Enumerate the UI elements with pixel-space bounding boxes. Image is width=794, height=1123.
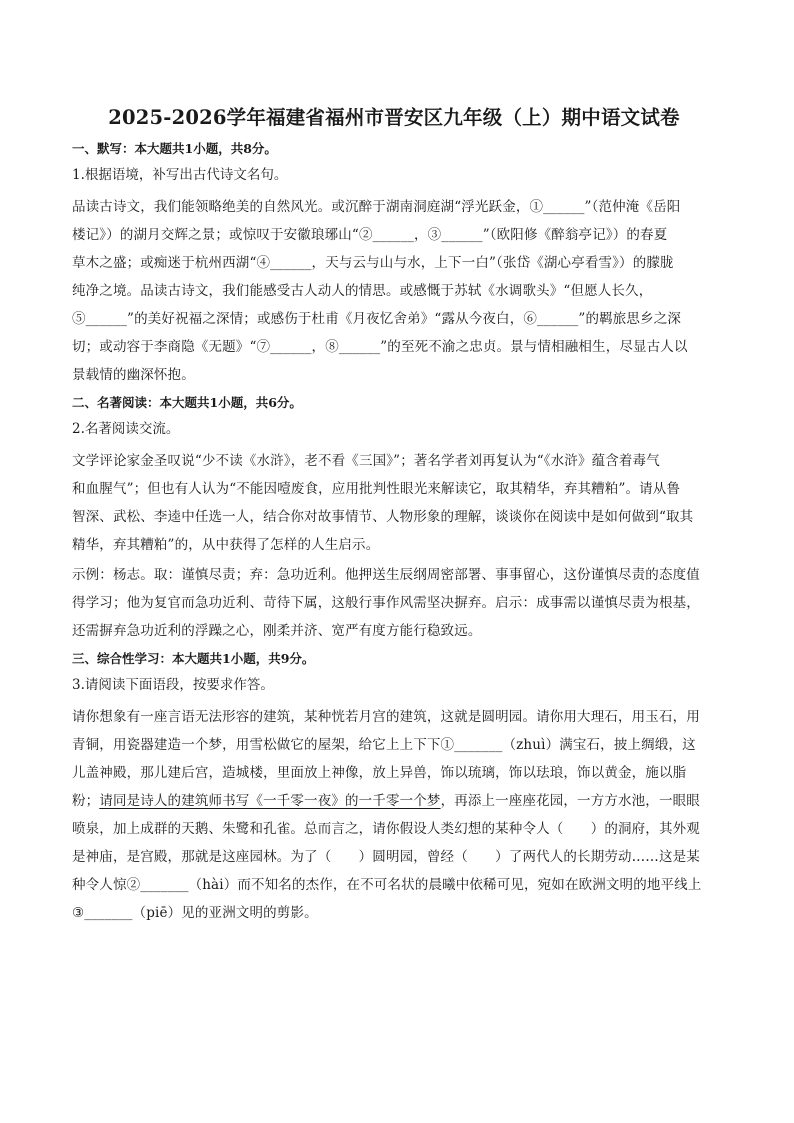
example-line: 得学习；他为复官而急功近利、苛待下属，这般行事作风需坚决摒弃。启示：成事需以谨慎尽责为根基，: [72, 595, 700, 611]
question-2-passage: [72, 447, 722, 559]
passage-line: 草木之盛；或痴迷于杭州西湖“④______，天与云与山与水，上下一白”（张岱《湖心亭看雪》）的朦胧: [72, 255, 674, 271]
passage-line: 青铜，用瓷器建造一个梦，用雪松做它的屋架，给它上上下下①_______（zhuì）满宝石，披上绸缎，这: [72, 737, 696, 753]
passage-line: ③_______（piē）见的亚洲文明的剪影。: [72, 905, 318, 921]
passage-line: 是神庙，是宫殿，那就是这座园林。为了（ ）圆明园，曾经（ ）了两代人的长期劳动……这是某: [72, 849, 700, 865]
passage-line: 种令人惊②_______（hài）而不知名的杰作，在不可名状的晨曦中依稀可见，宛如在欧洲文明的地平线上: [72, 877, 702, 893]
passage-line: ⑤______”的美好祝福之深情；或感伤于杜甫《月夜忆舍弟》“露从今夜白，⑥______”的羁旅思乡之深: [72, 311, 682, 327]
passage-line: 楼记》）的湖月交辉之景；或惊叹于安徽琅琊山“②______，③______”（欧阳修《醉翁亭记》）的春夏: [72, 227, 668, 243]
section-header-3: 三、综合性学习：本大题共1小题，共9分。: [72, 651, 315, 666]
question-1-prompt: 1.根据语境，补写出古代诗文名句。: [72, 167, 288, 183]
section-header-2: 二、名著阅读：本大题共1小题，共6分。: [72, 395, 302, 410]
passage-line-underlined: [72, 787, 722, 815]
passage-line: 喷泉，加上成群的天鹅、朱鹭和孔雀。总而言之，请你假设人类幻想的某种令人（ ）的洞府，其外观: [72, 821, 700, 837]
page-title: 2025-2026学年福建省福州市晋安区九年级（上）期中语文试卷: [108, 106, 680, 129]
passage-line: 切；或动容于李商隐《无题》“⑦______，⑧______”的至死不渝之忠贞。景与情相融相生，尽显古人以: [72, 339, 688, 355]
underline-suffix: ，再添上一座座花园，一方方水池，一眼眼: [440, 793, 700, 809]
example-line: 还需摒弃急功近利的浮躁之心，刚柔并济、宽严有度方能行稳致远。: [72, 623, 482, 639]
passage-line: 纯净之境。品读古诗文，我们能感受古人动人的情思。或感慨于苏轼《水调歌头》“但愿人长久，: [72, 283, 653, 299]
section-header-1: 一、默写：本大题共1小题，共8分。: [72, 141, 277, 156]
question-1-passage: [72, 193, 722, 389]
question-3-passage: [72, 703, 722, 927]
question-2-example: [72, 561, 722, 645]
question-2-prompt: 2.名著阅读交流。: [72, 421, 180, 437]
passage-line: 精华，弃其糟粕”的，从中获得了怎样的人生启示。: [72, 537, 380, 553]
underline-prefix: 粉；: [72, 793, 100, 809]
passage-line: 请你想象有一座言语无法形容的建筑，某种恍若月宫的建筑，这就是圆明园。请你用大理石，用玉石，用: [72, 709, 700, 725]
question-3-prompt: 3.请阅读下面语段，按要求作答。: [72, 677, 274, 693]
passage-line: 景载情的幽深怀抱。: [72, 367, 195, 383]
passage-line: 儿盖神殿，那儿建后宫，造城楼，里面放上神像，放上异兽，饰以琉璃，饰以珐琅，饰以黄金，施以脂: [72, 765, 687, 781]
passage-line: 品读古诗文，我们能领略绝美的自然风光。或沉醉于湖南洞庭湖“浮光跃金，①______”（范仲淹《岳阳: [72, 199, 681, 215]
passage-line: 和血腥气”；但也有人认为“不能因噎废食，应用批判性眼光来解读它，取其精华，弃其糟粕”。请从鲁: [72, 481, 681, 497]
example-line: 示例：杨志。取：谨慎尽责；弃：急功近利。他押送生辰纲周密部署、事事留心，这份谨慎尽责的态度值: [72, 567, 700, 583]
underlined-sentence: 请同是诗人的建筑师书写《一千零一夜》的一千零一个梦: [99, 793, 441, 809]
exam-page: [72, 104, 722, 929]
passage-line: 智深、武松、李逵中任选一人，结合你对故事情节、人物形象的理解，谈谈你在阅读中是如何做到“取其: [72, 509, 694, 525]
passage-line: 文学评论家金圣叹说“少不读《水浒》，老不看《三国》”；著名学者刘再复认为“《水浒》蕴含着毒气: [72, 453, 660, 469]
